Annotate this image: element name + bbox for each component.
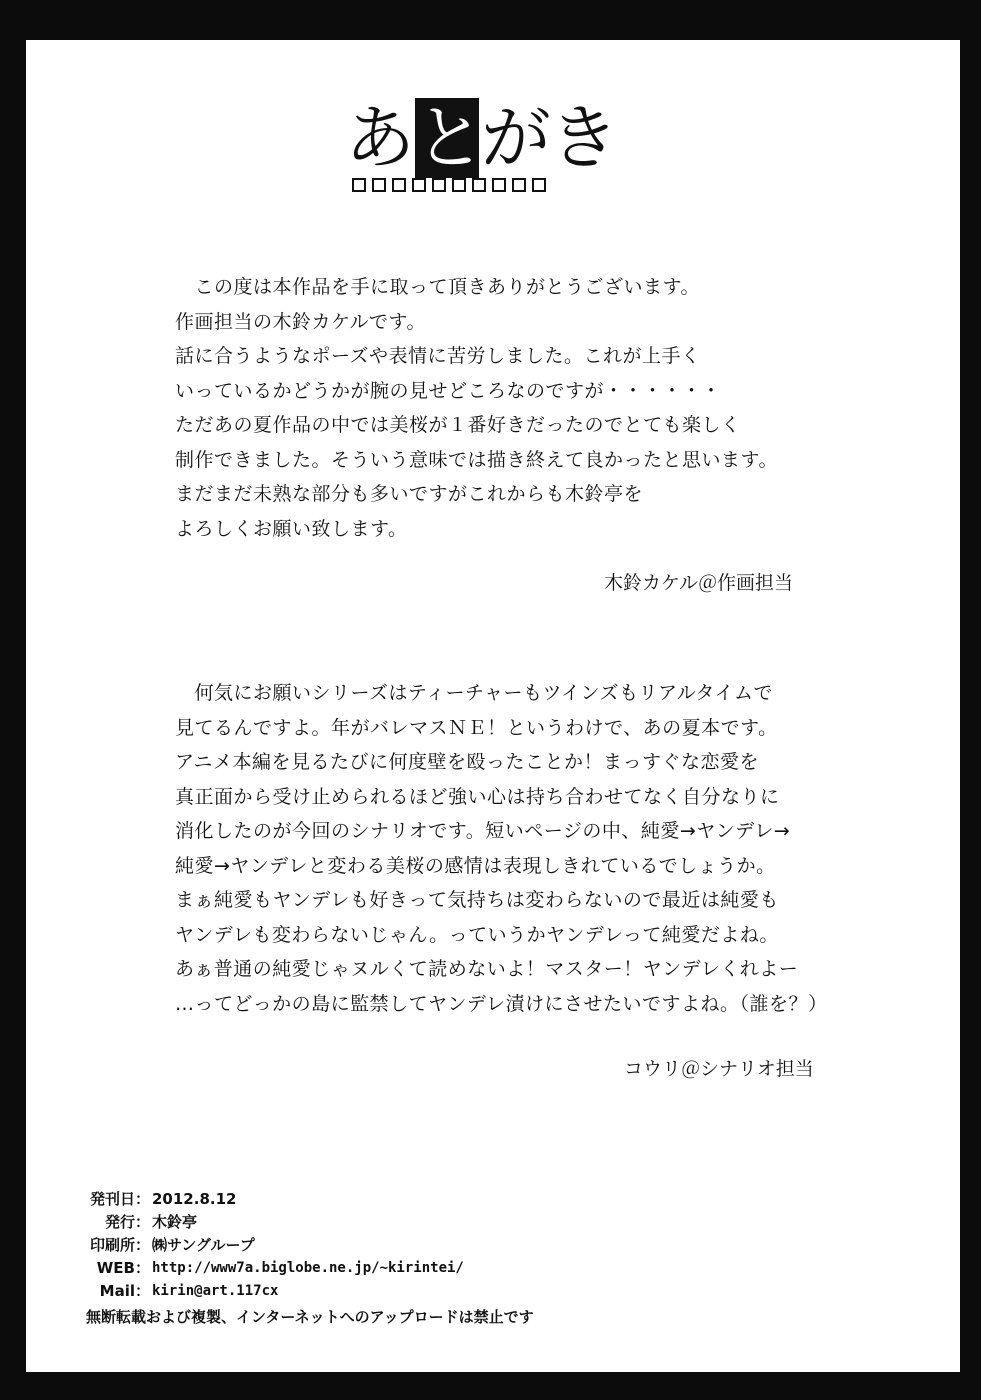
subtitle-box (352, 178, 366, 192)
colophon-row (88, 1280, 464, 1303)
text-line: ヤンデレも変わらないじゃん。っていうかヤンデレって純愛だよね。 (175, 923, 779, 946)
text-line: ただあの夏作品の中では美桜が１番好きだったのでとても楽しく (175, 414, 741, 436)
text-line: 話に合うようなポーズや表情に苦労しました。これが上手く (175, 345, 701, 367)
colophon-value: http://www7a.biglobe.ne.jp/~kirintei/ (152, 1260, 464, 1276)
colophon-value: 2012.8.12 (152, 1190, 237, 1208)
colophon-value: 木鈴亭 (152, 1213, 198, 1231)
subtitle-box (472, 178, 486, 192)
colophon-row (88, 1257, 464, 1280)
colophon-row (88, 1211, 464, 1234)
subtitle-box (452, 178, 466, 192)
subtitle-box (512, 178, 526, 192)
colophon-key: WEB： (96, 1259, 150, 1277)
colophon-row (88, 1234, 464, 1257)
subtitle-box (532, 178, 546, 192)
title-char: き (549, 97, 619, 179)
text-line: よろしくお願い致します。 (175, 517, 408, 540)
text-line: 制作できました。そういう意味では描き終えて良かったと思います。 (175, 448, 778, 471)
text-line: 消化したのが今回のシナリオです。短いページの中、純愛→ヤンデレ→ (175, 820, 791, 842)
subtitle-box (372, 178, 386, 192)
text-line: アニメ本編を見るたびに何度壁を殴ったことか！まっすぐな恋愛を (175, 751, 760, 773)
text-line: 何気にお願いシリーズはティーチャーもツインズもリアルタイムで (175, 682, 774, 704)
afterword-writer (175, 676, 828, 1021)
colophon-value: kirin@art.117cx (152, 1283, 279, 1299)
signature-writer: コウリ＠シナリオ担当 (624, 1058, 814, 1080)
text-line: まだまだ未熟な部分も多いですがこれからも木鈴亭を (175, 483, 644, 505)
title-subtitle-boxes (352, 178, 546, 192)
copyright-disclaimer: 無断転載および複製、インターネットへのアップロードは禁止です (86, 1308, 534, 1326)
colophon-key: 発刊日： (89, 1190, 150, 1208)
colophon-value: ㈱サングループ (152, 1236, 255, 1254)
text-line: いっているかどうかが腕の見せどころなのですが・・・・・・ (175, 379, 722, 402)
subtitle-box (432, 178, 446, 192)
afterword-artist (175, 270, 825, 546)
text-line: 純愛→ヤンデレと変わる美桜の感情は表現しきれているでしょうか。 (175, 854, 776, 877)
subtitle-box (412, 178, 426, 192)
text-line: まぁ純愛もヤンデレも好きって気持ちは変わらないので最近は純愛も (175, 889, 779, 911)
title-char: が (481, 97, 551, 179)
text-line: この度は本作品を手に取って頂きありがとうございます。 (175, 276, 700, 298)
text-line: 真正面から受け止められるほど強い心は持ち合わせてなく自分なりに (175, 785, 780, 808)
signature-artist: 木鈴カケル＠作画担当 (604, 572, 794, 594)
colophon-key: 印刷所： (89, 1236, 150, 1254)
text-line: あぁ普通の純愛じゃヌルくて読めないよ！マスター！ヤンデレくれよー (175, 958, 799, 980)
colophon-row (88, 1188, 464, 1211)
colophon (88, 1188, 464, 1303)
subtitle-box (392, 178, 406, 192)
title-char-inverted: と (415, 97, 485, 179)
text-line: 作画担当の木鈴カケルです。 (175, 310, 427, 333)
subtitle-box (492, 178, 506, 192)
colophon-key: 発行： (104, 1213, 150, 1231)
colophon-key: Mail： (99, 1282, 150, 1300)
text-line: 見てるんですよ。年がバレマスＮＥ！というわけで、あの夏本です。 (175, 716, 778, 739)
title-char: あ (345, 97, 415, 179)
text-line: …ってどっかの島に監禁してヤンデレ漬けにさせたいですよね。（誰を？） (175, 992, 828, 1015)
